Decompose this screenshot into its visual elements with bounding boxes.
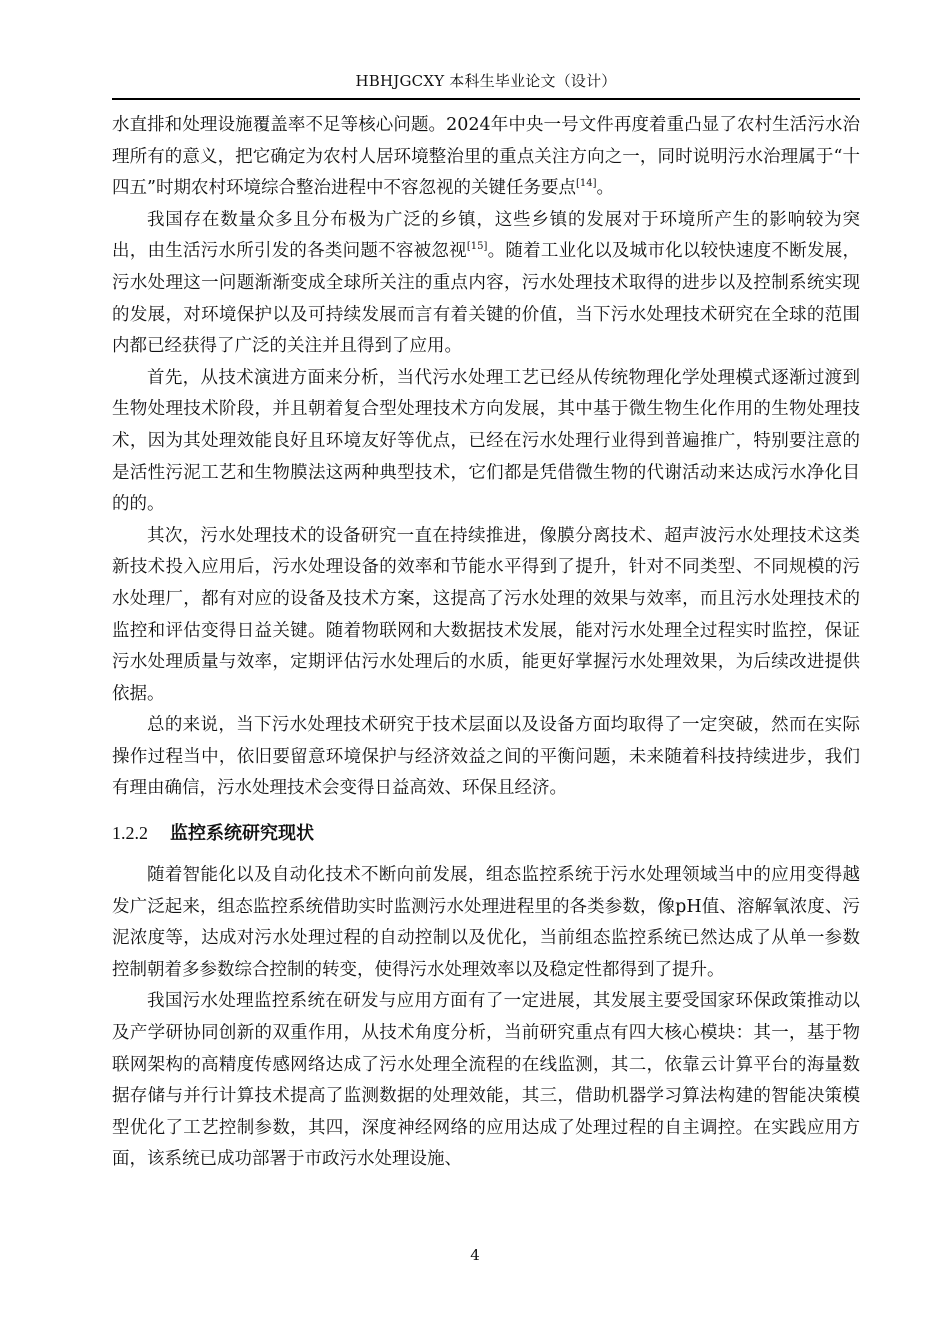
paragraph-5: 总的来说，当下污水处理技术研究于技术层面以及设备方面均取得了一定突破，然而在实际操作过程当中，依旧要留意环境保护与经济效益之间的平衡问题，未来随着科技持续进步，我们有理由确信，污水处理技术会变得日益高效、环保且经济。 xyxy=(112,715,860,799)
paragraph-1-tail: 。 xyxy=(596,178,614,199)
section-heading xyxy=(112,817,860,850)
citation-ref: [15] xyxy=(466,241,488,253)
page-body xyxy=(112,110,860,1176)
paragraph-2-tail: 。随着工业化以及城市化以较快速度不断发展，污水处理这一问题渐渐变成全球所关注的重点内容，污水处理技术取得的进步以及控制系统实现的发展，对环境保护以及可持续发展而言有着关键的价值，当下污水处理技术研究在全球的范围内都已经获得了广泛的关注并且得到了应用。 xyxy=(112,241,861,357)
page-header: HBHJGCXY 本科生毕业论文（设计） xyxy=(355,72,617,90)
section-title: 监控系统研究现状 xyxy=(170,823,314,845)
paragraph-7: 我国污水处理监控系统在研发与应用方面有了一定进展，其发展主要受国家环保政策推动以及产学研协同创新的双重作用，从技术角度分析，当前研究重点有四大核心模块：其一，基于物联网架构的高精度传感网络达成了污水处理全流程的在线监测，其二，依靠云计算平台的海量数据存储与并行计算技术提高了监测数据的处理效能，其三，借助机器学习算法构建的智能决策模型优化了工艺控制参数，其四，深度神经网络的应用达成了处理过程的自主调控。在实践应用方面，该系统已成功部署于市政污水处理设施、 xyxy=(112,991,860,1170)
paragraph-4: 其次，污水处理技术的设备研究一直在持续推进，像膜分离技术、超声波污水处理技术这类新技术投入应用后，污水处理设备的效率和节能水平得到了提升，针对不同类型、不同规模的污水处理厂，都有对应的设备及技术方案，这提高了污水处理的效果与效率，而且污水处理技术的监控和评估变得日益关键。随着物联网和大数据技术发展，能对污水处理全过程实时监控，保证污水处理质量与效率，定期评估污水处理后的水质，能更好掌握污水处理效果，为后续改进提供依据。 xyxy=(112,525,860,704)
paragraph-2 xyxy=(112,205,860,363)
paragraph-1 xyxy=(112,110,860,205)
header-rule xyxy=(112,98,860,100)
citation-ref: [14] xyxy=(575,178,597,190)
page-number: 4 xyxy=(470,1246,480,1264)
paragraph-6: 随着智能化以及自动化技术不断向前发展，组态监控系统于污水处理领域当中的应用变得越发广泛起来，组态监控系统借助实时监测污水处理进程里的各类参数，像pH值、溶解氧浓度、污泥浓度等，达成对污水处理过程的自动控制以及优化，当前组态监控系统已然达成了从单一参数控制朝着多参数综合控制的转变，使得污水处理效率以及稳定性都得到了提升。 xyxy=(112,865,860,980)
paragraph-2-text: 我国存在数量众多且分布极为广泛的乡镇，这些乡镇的发展对于环境所产生的影响较为突出，由生活污水所引发的各类问题不容被忽视 xyxy=(112,209,860,262)
paragraph-3: 首先，从技术演进方面来分析，当代污水处理工艺已经从传统物理化学处理模式逐渐过渡到生物处理技术阶段，并且朝着复合型处理技术方向发展，其中基于微生物生化作用的生物处理技术，因为其处理效能良好且环境友好等优点，已经在污水处理行业得到普遍推广，特别要注意的是活性污泥工艺和生物膜法这两种典型技术，它们都是凭借微生物的代谢活动来达成污水净化目的的。 xyxy=(112,367,860,515)
paragraph-1-text: 水直排和处理设施覆盖率不足等核心问题。2024年中央一号文件再度着重凸显了农村生活污水治理所有的意义，把它确定为农村人居环境整治里的重点关注方向之一，同时说明污水治理属于“十四五”时期农村环境综合整治进程中不容忽视的关键任务要点 xyxy=(112,115,860,199)
section-number: 1.2.2 xyxy=(112,823,148,844)
